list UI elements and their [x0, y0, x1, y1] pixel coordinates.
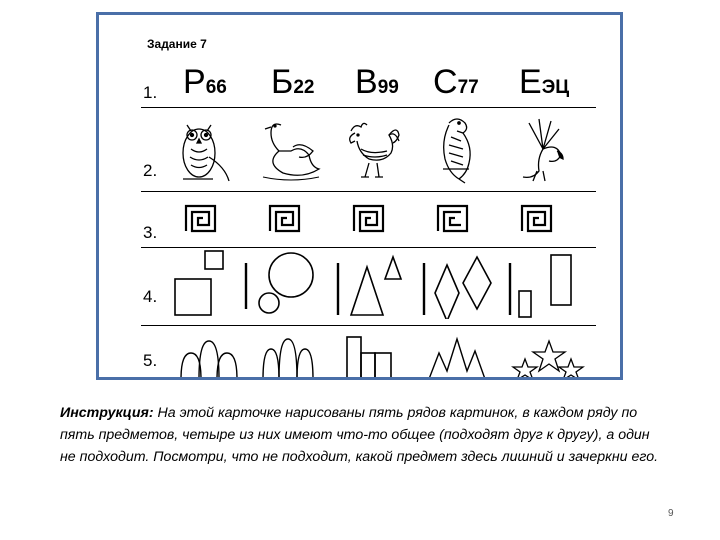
letter-item-5[interactable] — [519, 65, 569, 99]
spiral-square-variant-icon[interactable] — [435, 203, 471, 240]
row-number-5: 5. — [143, 351, 158, 370]
rectangles-icon[interactable] — [507, 249, 581, 324]
row-divider — [141, 247, 596, 248]
letter: Е — [519, 63, 542, 101]
letter-item-2[interactable] — [271, 65, 314, 99]
row-divider — [141, 325, 596, 326]
letter-sub: 77 — [457, 77, 479, 98]
row-number-4: 4. — [143, 287, 158, 306]
letter-item-4[interactable] — [433, 65, 479, 99]
row-number-3: 3. — [143, 223, 158, 242]
rooster-icon[interactable] — [343, 119, 403, 186]
row-divider — [141, 107, 596, 108]
owl-icon[interactable] — [173, 113, 235, 190]
letter: С — [433, 63, 458, 101]
spiral-square-icon[interactable] — [351, 203, 387, 240]
letter-sub: 22 — [293, 77, 315, 98]
triangles-icon[interactable] — [335, 249, 413, 324]
eagle-icon[interactable] — [429, 113, 485, 190]
letter: Б — [271, 63, 294, 101]
diamonds-icon[interactable] — [421, 249, 499, 324]
letter: Р — [183, 63, 206, 101]
swan-icon[interactable] — [259, 117, 323, 188]
spiral-square-icon[interactable] — [267, 203, 303, 240]
letter-sub: 99 — [377, 77, 399, 98]
row-number-1: 1. — [143, 83, 158, 102]
peaks-icon[interactable] — [427, 331, 491, 380]
instruction-text — [60, 402, 660, 468]
parrot-icon[interactable] — [513, 113, 571, 190]
rectangles-icon[interactable] — [345, 331, 397, 380]
stars-icon[interactable] — [511, 329, 585, 380]
instruction-body: На этой карточке нарисованы пять рядов картинок, в каждом ряду по пять предметов, четыре из них имеют что-то общее (подходят друг к другу), а один не подходит. Посмотри, что не подходит, какой предмет здесь лишний и зачеркни его. — [60, 405, 659, 465]
letter: В — [355, 63, 378, 101]
page-number: 9 — [668, 508, 674, 519]
circles-icon[interactable] — [243, 249, 323, 324]
task-card — [96, 12, 623, 380]
squares-icon[interactable] — [173, 249, 233, 324]
letter-sub: ЭЦ — [541, 77, 570, 98]
instruction-lead: Инструкция: — [60, 405, 154, 421]
task-title: Задание 7 — [147, 37, 207, 51]
letter-sub: 66 — [205, 77, 227, 98]
row-number-2: 2. — [143, 161, 158, 180]
spiral-square-icon[interactable] — [519, 203, 555, 240]
letter-item-1[interactable] — [183, 65, 227, 99]
row-divider — [141, 191, 596, 192]
arches-icon[interactable] — [259, 331, 317, 380]
spiral-square-icon[interactable] — [183, 203, 219, 240]
letter-item-3[interactable] — [355, 65, 399, 99]
ovals-icon[interactable] — [177, 331, 241, 380]
